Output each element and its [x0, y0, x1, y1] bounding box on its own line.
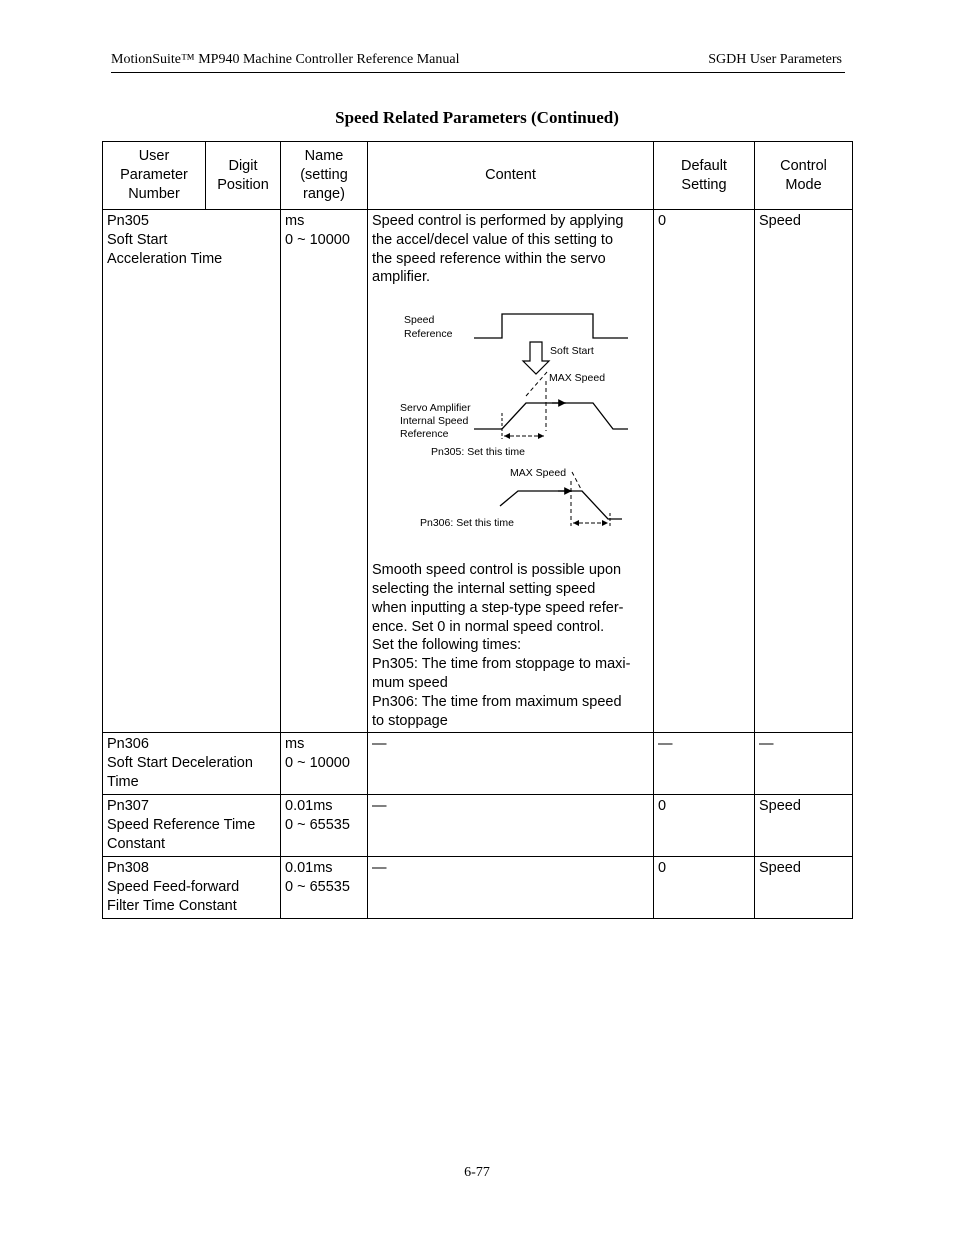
- header-content: Content: [368, 142, 654, 210]
- speed-reference-label: Speed: [404, 314, 435, 327]
- internal-speed-trapezoid: [474, 403, 628, 429]
- param-cell: Pn307 Speed Reference Time Constant: [103, 795, 281, 857]
- range-cell: ms 0 ~ 10000: [281, 733, 368, 795]
- section-title: SGDH User Parameters: [708, 52, 842, 67]
- header-user-parameter-number: User Parameter Number: [103, 142, 206, 210]
- svg-text:Internal Speed: Internal Speed: [400, 415, 469, 428]
- parameters-table: [102, 141, 853, 919]
- default-cell: 0: [654, 795, 755, 857]
- max-speed-label: MAX Speed: [549, 372, 606, 385]
- soft-start-label: Soft Start: [550, 345, 594, 358]
- table-row: [103, 210, 853, 733]
- default-cell: 0: [654, 210, 755, 733]
- max-speed-dashed: [526, 372, 547, 396]
- param-cell: Pn305 Soft Start Acceleration Time: [103, 210, 281, 733]
- speed-reference-step: [474, 314, 628, 338]
- content-cell: —: [368, 795, 654, 857]
- pn305-label: Pn305: Set this time: [431, 446, 525, 459]
- svg-text:Reference: Reference: [404, 328, 453, 341]
- page-header: [111, 52, 845, 73]
- table-row: [103, 733, 853, 795]
- header-control-mode: Control Mode: [755, 142, 853, 210]
- header-default-setting: Default Setting: [654, 142, 755, 210]
- range-cell: 0.01ms 0 ~ 65535: [281, 857, 368, 919]
- default-cell: 0: [654, 857, 755, 919]
- manual-title: MotionSuite™ MP940 Machine Controller Reference Manual: [111, 52, 460, 67]
- content-cell: —: [368, 857, 654, 919]
- deceleration-profile: [500, 491, 622, 519]
- param-cell: Pn306 Soft Start Deceleration Time: [103, 733, 281, 795]
- mode-cell: —: [755, 733, 853, 795]
- internal-reference-label: Servo Amplifier: [400, 402, 471, 415]
- header-digit-position: Digit Position: [206, 142, 281, 210]
- mode-cell: Speed: [755, 795, 853, 857]
- range-cell: ms 0 ~ 10000: [281, 210, 368, 733]
- param-cell: Pn308 Speed Feed-forward Filter Time Constant: [103, 857, 281, 919]
- page-number: 6-77: [464, 1165, 490, 1180]
- table-title: Speed Related Parameters (Continued): [335, 108, 619, 127]
- default-cell: —: [654, 733, 755, 795]
- table-row: [103, 857, 853, 919]
- table-row: [103, 795, 853, 857]
- table-header-row: [103, 142, 853, 210]
- range-cell: 0.01ms 0 ~ 65535: [281, 795, 368, 857]
- content-cell: Speed control is performed by applying the accel/decel value of this setting to the speed reference within the servo amplifier. Speed Reference Soft Start MAX Speed Servo Amplifier Internal Speed Reference Pn305: Set this time MAX Speed Pn306: Set this time Smooth speed control is possible upon selecting the internal setting speed when inputting a step-type speed refer- ence. Set 0 in normal speed control. Set the following times: Pn305: The time from stoppage to maxi- mum speed Pn306: The time from maximum speed to stoppage: [368, 210, 654, 733]
- mode-cell: Speed: [755, 210, 853, 733]
- soft-start-diagram: [372, 301, 642, 551]
- content-cell: —: [368, 733, 654, 795]
- svg-text:Reference: Reference: [400, 428, 449, 441]
- max-speed-2-label: MAX Speed: [510, 467, 567, 480]
- header-name-range: Name (setting range): [281, 142, 368, 210]
- pn306-label: Pn306: Set this time: [420, 517, 514, 530]
- soft-start-arrow: [523, 342, 549, 374]
- mode-cell: Speed: [755, 857, 853, 919]
